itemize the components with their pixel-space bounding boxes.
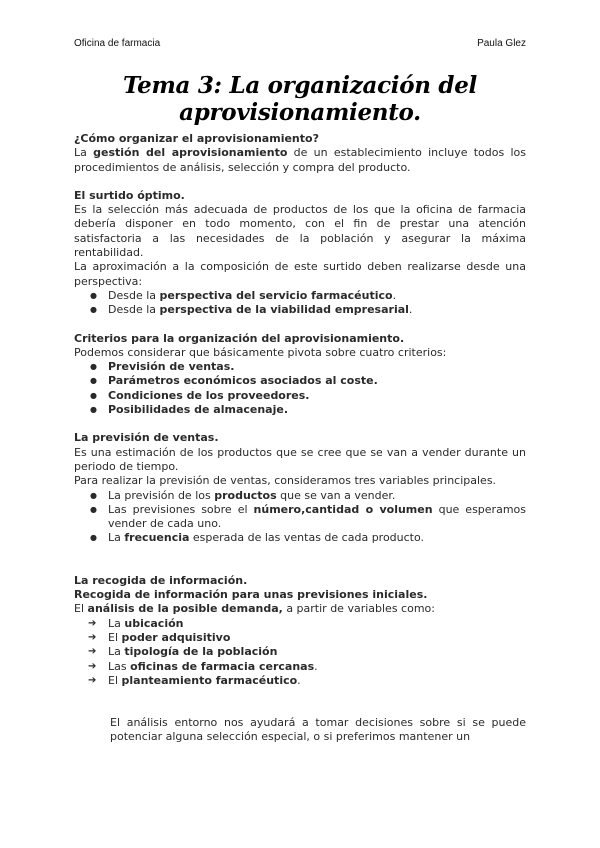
- document-body: [74, 132, 526, 745]
- text: Desde la: [108, 288, 160, 302]
- text: El: [108, 630, 122, 644]
- text: La previsión de los: [108, 488, 215, 502]
- paragraph: Es una estimación de los productos que se cree que se van a vender durante un periodo de tiempo.: [74, 445, 526, 473]
- text: .: [314, 659, 318, 673]
- bold-text: perspectiva de la viabilidad empresarial: [159, 303, 409, 317]
- bold-text: gestión del aprovisionamiento: [93, 146, 288, 160]
- bold-text: Previsión de ventas.: [108, 360, 235, 374]
- paragraph: [74, 146, 526, 175]
- list-item: [88, 389, 526, 403]
- list-item: [88, 645, 526, 659]
- paragraph: Para realizar la previsión de ventas, consideramos tres variables principales.: [74, 474, 497, 488]
- bold-text: análisis de la posible demanda,: [87, 602, 283, 616]
- list-item: [88, 489, 526, 503]
- list-item: [88, 374, 526, 388]
- bold-text: poder adquisitivo: [121, 630, 231, 644]
- text: a partir de variables como:: [282, 602, 435, 616]
- list-item: [88, 631, 526, 645]
- bold-text: productos: [214, 488, 277, 502]
- list-item: [88, 360, 526, 374]
- bold-text: frecuencia: [124, 531, 190, 545]
- list-item: [88, 674, 526, 688]
- list-item: [88, 531, 526, 545]
- header-subject: Oficina de farmacia: [74, 38, 161, 49]
- bold-text: Parámetros económicos asociados al coste.: [108, 374, 378, 388]
- section-subheading: Recogida de información para unas previsiones iniciales.: [74, 588, 428, 602]
- bullet-list: [74, 489, 526, 546]
- text: que se van a vender.: [276, 488, 396, 502]
- list-item: [88, 303, 526, 317]
- text: El: [74, 602, 88, 616]
- header-author: Paula Glez: [477, 38, 526, 49]
- text: La: [108, 645, 125, 659]
- section-heading: La recogida de información.: [74, 573, 248, 587]
- paragraph: Es la selección más adecuada de productos de los que la oficina de farmacia debería disponer en todo momento, con el fin de prestar una atención satisfactoria a las necesidades de la población y asegurar la máxima rentabilidad.: [74, 203, 526, 260]
- text: .: [408, 303, 413, 317]
- text: La: [74, 146, 94, 160]
- text: La: [108, 616, 125, 630]
- list-item: [88, 403, 526, 417]
- bold-text: número,cantidad o volumen: [253, 502, 433, 516]
- paragraph: [74, 602, 526, 616]
- paragraph: La aproximación a la composición de este surtido deben realizarse desde una perspectiva:: [74, 260, 526, 288]
- page-header: [74, 38, 526, 52]
- paragraph: Podemos considerar que básicamente pivota sobre cuatro criterios:: [74, 345, 447, 359]
- arrow-list: [74, 617, 526, 688]
- text: esperada de las ventas de cada producto.: [189, 531, 425, 545]
- bullet-list: [74, 289, 526, 318]
- bold-text: oficinas de farmacia cercanas: [130, 659, 315, 673]
- bullet-list: [74, 360, 526, 417]
- list-item: [88, 289, 526, 303]
- text: Las previsiones sobre el: [108, 502, 254, 516]
- text: El: [108, 673, 122, 687]
- text: de un establecimiento incluye todos los procedimientos de análisis, selección y compra del producto.: [74, 146, 526, 174]
- list-item: [88, 503, 526, 532]
- bold-text: perspectiva del servicio farmacéutico: [159, 288, 393, 302]
- section-heading: Criterios para la organización del aprovisionamiento.: [74, 331, 405, 345]
- paragraph: El análisis entorno nos ayudará a tomar decisiones sobre si se puede potenciar alguna selección especial, o si preferimos mantener un: [110, 716, 526, 744]
- text: .: [297, 673, 301, 687]
- section-heading: La previsión de ventas.: [74, 431, 219, 445]
- bold-text: Posibilidades de almacenaje.: [108, 403, 289, 417]
- bold-text: Condiciones de los proveedores.: [108, 388, 310, 402]
- text: .: [392, 288, 397, 302]
- text: Desde la: [108, 303, 160, 317]
- page-title: Tema 3: La organización del aprovisionamiento.: [123, 72, 477, 126]
- text: que esperamos vender de cada uno.: [108, 502, 526, 531]
- text: La: [108, 531, 125, 545]
- list-item: [88, 660, 526, 674]
- list-item: [88, 617, 526, 631]
- section-heading: ¿Cómo organizar el aprovisionamiento?: [74, 132, 319, 145]
- text: Las: [108, 659, 131, 673]
- bold-text: tipología de la población: [124, 645, 278, 659]
- bold-text: planteamiento farmacéutico: [121, 673, 298, 687]
- section-heading: El surtido óptimo.: [74, 188, 185, 202]
- bold-text: ubicación: [124, 616, 184, 630]
